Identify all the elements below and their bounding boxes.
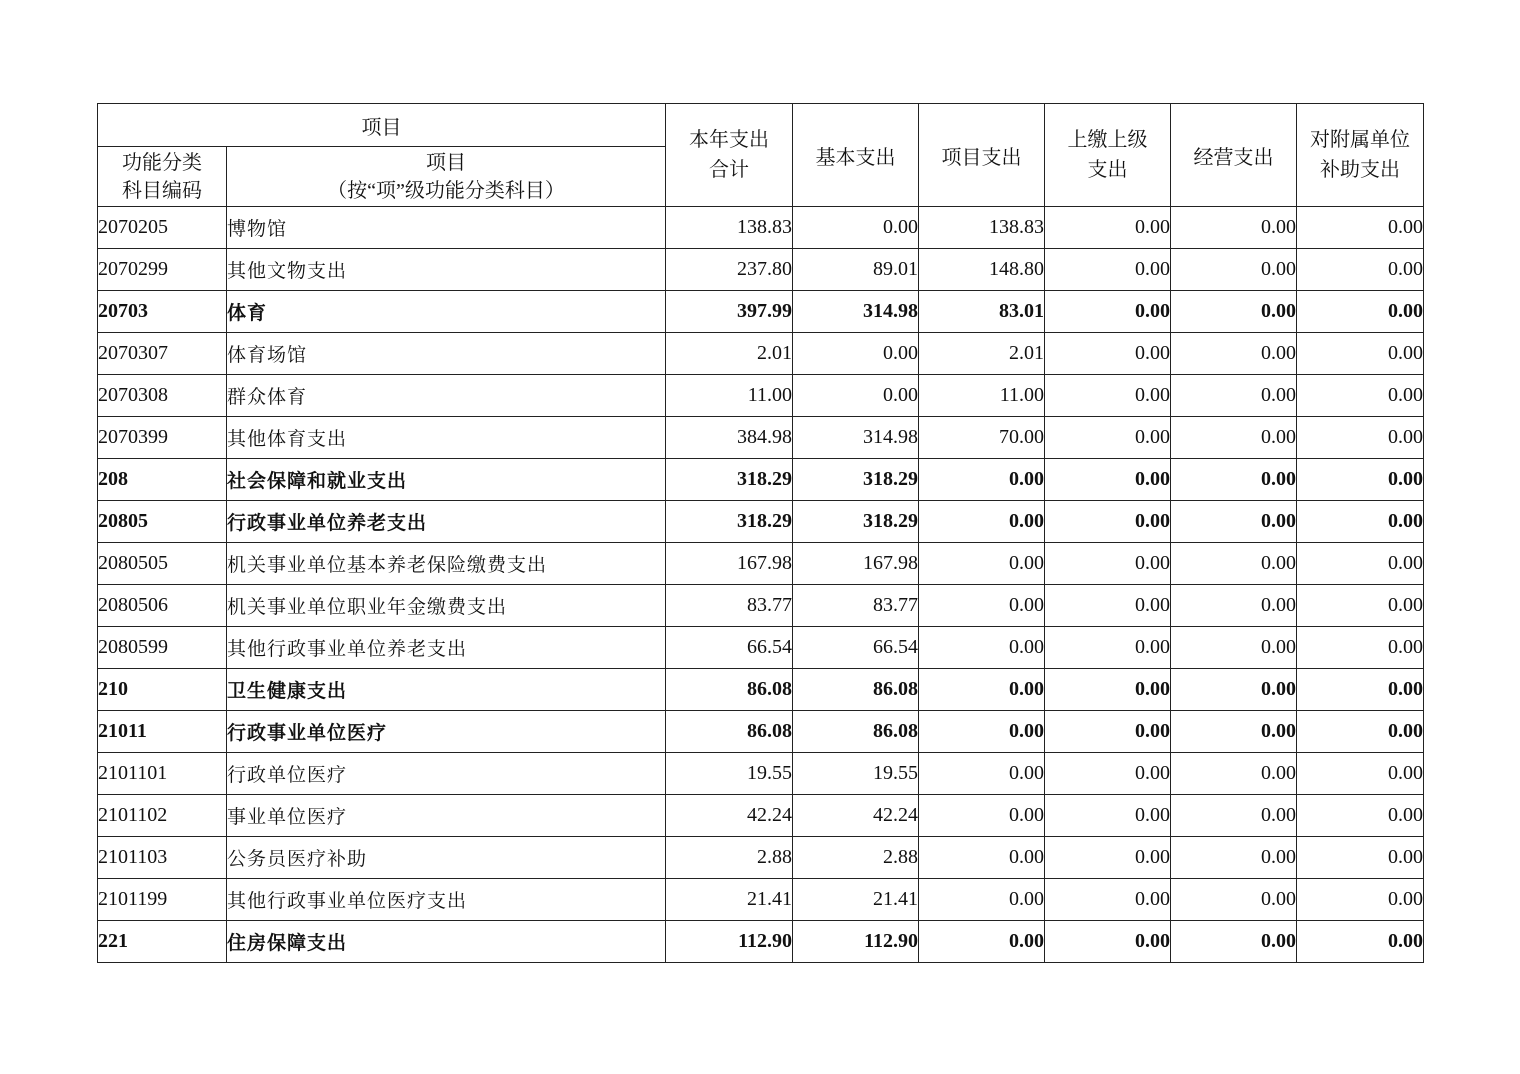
table-row bbox=[98, 417, 1424, 459]
cell-project: 0.00 bbox=[919, 585, 1045, 627]
table-row bbox=[98, 249, 1424, 291]
cell-upper: 0.00 bbox=[1045, 417, 1171, 459]
cell-business: 0.00 bbox=[1171, 585, 1297, 627]
cell-project: 0.00 bbox=[919, 543, 1045, 585]
cell-name: 卫生健康支出 bbox=[227, 669, 666, 711]
cell-basic: 318.29 bbox=[793, 459, 919, 501]
table-row bbox=[98, 795, 1424, 837]
table-row bbox=[98, 753, 1424, 795]
table-row bbox=[98, 627, 1424, 669]
cell-business: 0.00 bbox=[1171, 627, 1297, 669]
cell-code: 2070299 bbox=[98, 249, 227, 291]
expenditure-table bbox=[97, 103, 1424, 963]
cell-upper: 0.00 bbox=[1045, 879, 1171, 921]
cell-basic: 0.00 bbox=[793, 207, 919, 249]
header-row-top bbox=[98, 104, 1424, 147]
cell-basic: 0.00 bbox=[793, 375, 919, 417]
cell-basic: 83.77 bbox=[793, 585, 919, 627]
header-code-line2: 科目编码 bbox=[122, 179, 202, 202]
cell-basic: 42.24 bbox=[793, 795, 919, 837]
cell-upper: 0.00 bbox=[1045, 627, 1171, 669]
cell-total: 66.54 bbox=[666, 627, 793, 669]
cell-total: 138.83 bbox=[666, 207, 793, 249]
cell-project: 148.80 bbox=[919, 249, 1045, 291]
header-total-line1: 本年支出 bbox=[689, 129, 769, 151]
cell-code: 2101102 bbox=[98, 795, 227, 837]
cell-basic: 66.54 bbox=[793, 627, 919, 669]
cell-subsidy: 0.00 bbox=[1297, 585, 1424, 627]
cell-total: 86.08 bbox=[666, 711, 793, 753]
cell-code: 2070205 bbox=[98, 207, 227, 249]
cell-code: 20703 bbox=[98, 291, 227, 333]
cell-business: 0.00 bbox=[1171, 921, 1297, 963]
table-row bbox=[98, 333, 1424, 375]
header-total-line2: 合计 bbox=[709, 159, 749, 181]
cell-total: 11.00 bbox=[666, 375, 793, 417]
cell-total: 2.01 bbox=[666, 333, 793, 375]
cell-basic: 112.90 bbox=[793, 921, 919, 963]
cell-subsidy: 0.00 bbox=[1297, 837, 1424, 879]
cell-subsidy: 0.00 bbox=[1297, 207, 1424, 249]
cell-upper: 0.00 bbox=[1045, 795, 1171, 837]
cell-code: 208 bbox=[98, 459, 227, 501]
cell-project: 11.00 bbox=[919, 375, 1045, 417]
cell-project: 0.00 bbox=[919, 837, 1045, 879]
cell-business: 0.00 bbox=[1171, 711, 1297, 753]
cell-project: 83.01 bbox=[919, 291, 1045, 333]
header-code-line1: 功能分类 bbox=[122, 151, 202, 174]
cell-total: 2.88 bbox=[666, 837, 793, 879]
cell-code: 2080599 bbox=[98, 627, 227, 669]
cell-basic: 21.41 bbox=[793, 879, 919, 921]
cell-project: 0.00 bbox=[919, 921, 1045, 963]
table-row bbox=[98, 921, 1424, 963]
table-body bbox=[98, 207, 1424, 963]
cell-basic: 19.55 bbox=[793, 753, 919, 795]
table-row bbox=[98, 543, 1424, 585]
cell-project: 0.00 bbox=[919, 627, 1045, 669]
cell-total: 86.08 bbox=[666, 669, 793, 711]
cell-basic: 86.08 bbox=[793, 669, 919, 711]
cell-name: 体育 bbox=[227, 291, 666, 333]
cell-subsidy: 0.00 bbox=[1297, 459, 1424, 501]
cell-business: 0.00 bbox=[1171, 669, 1297, 711]
table-row bbox=[98, 879, 1424, 921]
table-row bbox=[98, 207, 1424, 249]
cell-project: 0.00 bbox=[919, 795, 1045, 837]
cell-upper: 0.00 bbox=[1045, 249, 1171, 291]
cell-project: 0.00 bbox=[919, 711, 1045, 753]
cell-upper: 0.00 bbox=[1045, 669, 1171, 711]
cell-subsidy: 0.00 bbox=[1297, 795, 1424, 837]
cell-subsidy: 0.00 bbox=[1297, 879, 1424, 921]
cell-name: 行政单位医疗 bbox=[227, 753, 666, 795]
cell-name: 事业单位医疗 bbox=[227, 795, 666, 837]
cell-upper: 0.00 bbox=[1045, 207, 1171, 249]
cell-business: 0.00 bbox=[1171, 291, 1297, 333]
cell-upper: 0.00 bbox=[1045, 459, 1171, 501]
cell-business: 0.00 bbox=[1171, 837, 1297, 879]
cell-subsidy: 0.00 bbox=[1297, 291, 1424, 333]
header-name-line2: （按“项”级功能分类科目） bbox=[327, 179, 565, 202]
cell-project: 2.01 bbox=[919, 333, 1045, 375]
cell-upper: 0.00 bbox=[1045, 291, 1171, 333]
header-upper-line2: 支出 bbox=[1087, 159, 1128, 181]
cell-name: 行政事业单位养老支出 bbox=[227, 501, 666, 543]
cell-project: 0.00 bbox=[919, 753, 1045, 795]
cell-name: 其他文物支出 bbox=[227, 249, 666, 291]
cell-total: 112.90 bbox=[666, 921, 793, 963]
cell-name: 住房保障支出 bbox=[227, 921, 666, 963]
cell-business: 0.00 bbox=[1171, 417, 1297, 459]
cell-code: 2070308 bbox=[98, 375, 227, 417]
cell-name: 公务员医疗补助 bbox=[227, 837, 666, 879]
cell-upper: 0.00 bbox=[1045, 333, 1171, 375]
header-total bbox=[666, 104, 793, 207]
cell-project: 0.00 bbox=[919, 669, 1045, 711]
cell-code: 221 bbox=[98, 921, 227, 963]
cell-code: 210 bbox=[98, 669, 227, 711]
cell-upper: 0.00 bbox=[1045, 543, 1171, 585]
cell-name: 博物馆 bbox=[227, 207, 666, 249]
cell-subsidy: 0.00 bbox=[1297, 249, 1424, 291]
cell-business: 0.00 bbox=[1171, 795, 1297, 837]
cell-code: 2080505 bbox=[98, 543, 227, 585]
header-code bbox=[98, 147, 227, 207]
header-subsidy bbox=[1297, 104, 1424, 207]
cell-name: 体育场馆 bbox=[227, 333, 666, 375]
cell-name: 群众体育 bbox=[227, 375, 666, 417]
header-project-group: 项目 bbox=[98, 104, 666, 147]
cell-subsidy: 0.00 bbox=[1297, 501, 1424, 543]
cell-total: 83.77 bbox=[666, 585, 793, 627]
table-row bbox=[98, 291, 1424, 333]
cell-basic: 86.08 bbox=[793, 711, 919, 753]
cell-code: 2101103 bbox=[98, 837, 227, 879]
cell-business: 0.00 bbox=[1171, 207, 1297, 249]
cell-project: 0.00 bbox=[919, 879, 1045, 921]
cell-upper: 0.00 bbox=[1045, 921, 1171, 963]
cell-total: 42.24 bbox=[666, 795, 793, 837]
header-name-line1: 项目 bbox=[426, 151, 466, 174]
cell-subsidy: 0.00 bbox=[1297, 669, 1424, 711]
cell-code: 2101101 bbox=[98, 753, 227, 795]
cell-code: 2101199 bbox=[98, 879, 227, 921]
cell-upper: 0.00 bbox=[1045, 753, 1171, 795]
cell-total: 384.98 bbox=[666, 417, 793, 459]
cell-name: 其他体育支出 bbox=[227, 417, 666, 459]
cell-project: 0.00 bbox=[919, 501, 1045, 543]
cell-total: 237.80 bbox=[666, 249, 793, 291]
cell-business: 0.00 bbox=[1171, 501, 1297, 543]
header-name bbox=[227, 147, 666, 207]
cell-total: 19.55 bbox=[666, 753, 793, 795]
cell-business: 0.00 bbox=[1171, 249, 1297, 291]
cell-name: 社会保障和就业支出 bbox=[227, 459, 666, 501]
cell-upper: 0.00 bbox=[1045, 501, 1171, 543]
cell-subsidy: 0.00 bbox=[1297, 417, 1424, 459]
cell-business: 0.00 bbox=[1171, 543, 1297, 585]
cell-code: 2070399 bbox=[98, 417, 227, 459]
cell-upper: 0.00 bbox=[1045, 585, 1171, 627]
cell-upper: 0.00 bbox=[1045, 837, 1171, 879]
cell-basic: 314.98 bbox=[793, 291, 919, 333]
table-row bbox=[98, 669, 1424, 711]
cell-total: 21.41 bbox=[666, 879, 793, 921]
cell-name: 机关事业单位职业年金缴费支出 bbox=[227, 585, 666, 627]
table-row bbox=[98, 375, 1424, 417]
table-row bbox=[98, 501, 1424, 543]
cell-name: 其他行政事业单位医疗支出 bbox=[227, 879, 666, 921]
cell-project: 0.00 bbox=[919, 459, 1045, 501]
cell-basic: 2.88 bbox=[793, 837, 919, 879]
cell-total: 397.99 bbox=[666, 291, 793, 333]
cell-name: 其他行政事业单位养老支出 bbox=[227, 627, 666, 669]
cell-business: 0.00 bbox=[1171, 879, 1297, 921]
cell-subsidy: 0.00 bbox=[1297, 711, 1424, 753]
cell-project: 70.00 bbox=[919, 417, 1045, 459]
cell-subsidy: 0.00 bbox=[1297, 543, 1424, 585]
cell-business: 0.00 bbox=[1171, 333, 1297, 375]
header-subsidy-line1: 对附属单位 bbox=[1310, 129, 1410, 151]
cell-subsidy: 0.00 bbox=[1297, 921, 1424, 963]
cell-basic: 0.00 bbox=[793, 333, 919, 375]
header-upper bbox=[1045, 104, 1171, 207]
cell-total: 318.29 bbox=[666, 459, 793, 501]
cell-code: 2070307 bbox=[98, 333, 227, 375]
cell-name: 机关事业单位基本养老保险缴费支出 bbox=[227, 543, 666, 585]
header-subsidy-line2: 补助支出 bbox=[1320, 159, 1400, 181]
header-business: 经营支出 bbox=[1171, 104, 1297, 207]
cell-upper: 0.00 bbox=[1045, 711, 1171, 753]
header-project-expense: 项目支出 bbox=[919, 104, 1045, 207]
cell-subsidy: 0.00 bbox=[1297, 627, 1424, 669]
cell-subsidy: 0.00 bbox=[1297, 753, 1424, 795]
table-row bbox=[98, 459, 1424, 501]
cell-basic: 167.98 bbox=[793, 543, 919, 585]
cell-project: 138.83 bbox=[919, 207, 1045, 249]
table-row bbox=[98, 837, 1424, 879]
cell-name: 行政事业单位医疗 bbox=[227, 711, 666, 753]
cell-business: 0.00 bbox=[1171, 459, 1297, 501]
table-row bbox=[98, 585, 1424, 627]
cell-upper: 0.00 bbox=[1045, 375, 1171, 417]
cell-subsidy: 0.00 bbox=[1297, 375, 1424, 417]
cell-code: 20805 bbox=[98, 501, 227, 543]
cell-business: 0.00 bbox=[1171, 375, 1297, 417]
cell-code: 21011 bbox=[98, 711, 227, 753]
table-row bbox=[98, 711, 1424, 753]
cell-code: 2080506 bbox=[98, 585, 227, 627]
cell-subsidy: 0.00 bbox=[1297, 333, 1424, 375]
cell-business: 0.00 bbox=[1171, 753, 1297, 795]
header-upper-line1: 上缴上级 bbox=[1067, 129, 1148, 151]
cell-basic: 318.29 bbox=[793, 501, 919, 543]
cell-total: 167.98 bbox=[666, 543, 793, 585]
cell-basic: 314.98 bbox=[793, 417, 919, 459]
header-basic: 基本支出 bbox=[793, 104, 919, 207]
cell-basic: 89.01 bbox=[793, 249, 919, 291]
cell-total: 318.29 bbox=[666, 501, 793, 543]
